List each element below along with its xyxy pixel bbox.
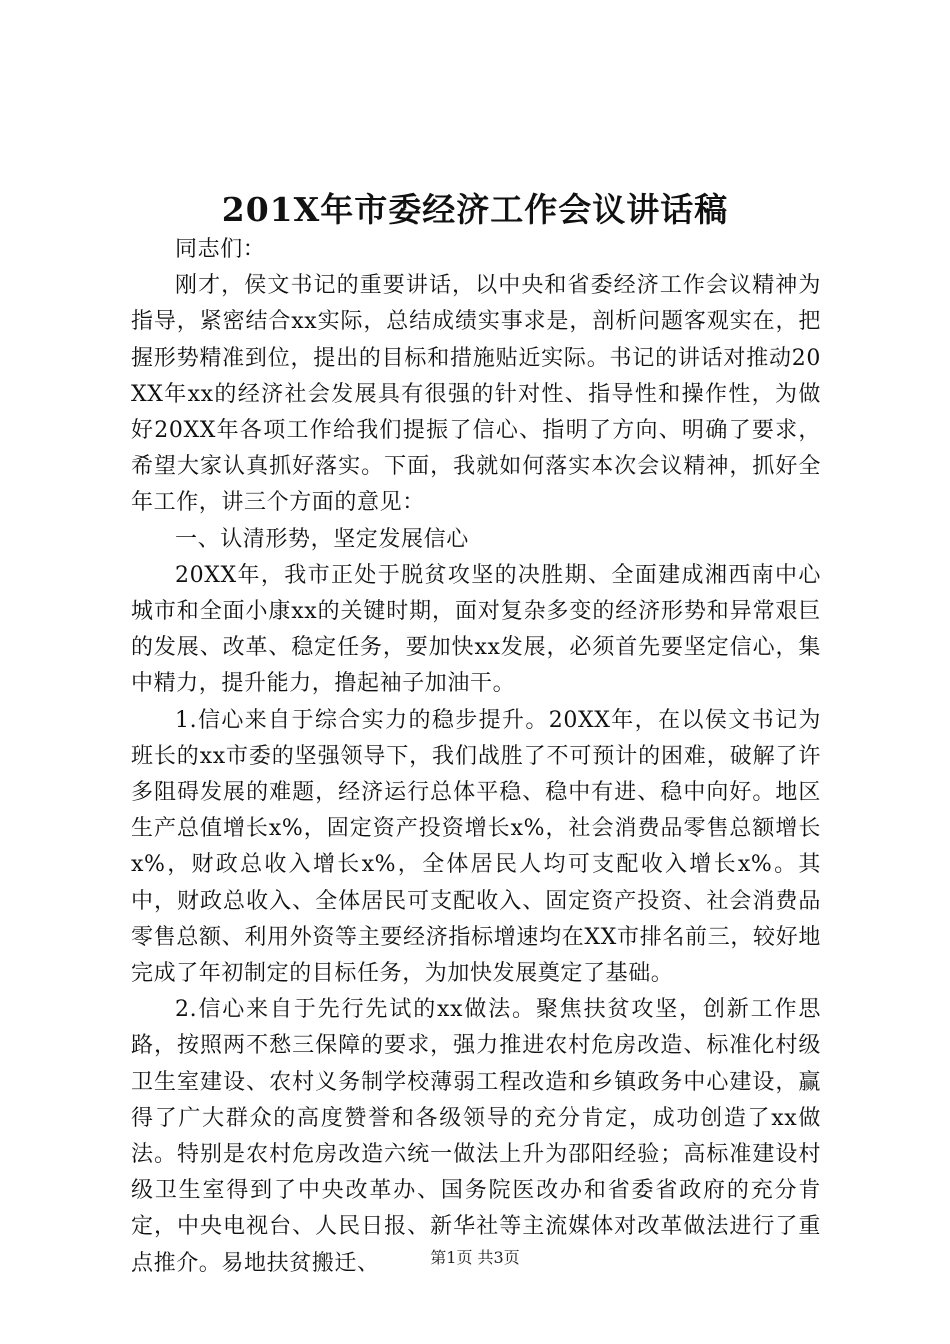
document-body	[131, 232, 821, 1282]
paragraph-situation: 20XX年，我市正处于脱贫攻坚的决胜期、全面建成湘西南中心城市和全面小康xx的关键时期，面对复杂多变的经济形势和异常艰巨的发展、改革、稳定任务，要加快xx发展，必须首先要坚定信心，集中精力，提升能力，撸起袖子加油干。	[131, 562, 821, 697]
page-number-footer: 第1页 共3页	[430, 1248, 520, 1267]
paragraph-greeting: 同志们：	[175, 237, 266, 262]
paragraph-point-2: 2.信心来自于先行先试的xx做法。聚焦扶贫攻坚，创新工作思路，按照两不愁三保障的要求，强力推进农村危房改造、标准化村级卫生室建设、农村义务制学校薄弱工程改造和乡镇政务中心建设，赢得了广大群众的高度赞誉和各级领导的充分肯定，成功创造了xx做法。特别是农村危房改造六统一做法上升为邵阳经验；高标准建设村级卫生室得到了中央改革办、国务院医改办和省委省政府的充分肯定，中央电视台、人民日报、新华社等主流媒体对改革做法进行了重点推介。易地扶贫搬迁、	[131, 997, 821, 1276]
section-heading-1: 一、认清形势，坚定发展信心	[175, 526, 469, 552]
paragraph-point-1: 1.信心来自于综合实力的稳步提升。20XX年，在以侯文书记为班长的xx市委的坚强领导下，我们战胜了不可预计的困难，破解了许多阻碍发展的难题，经济运行总体平稳、稳中有进、稳中向好。地区生产总值增长x%，固定资产投资增长x%，社会消费品零售总额增长x%，财政总收入增长x%，全体居民人均可支配收入增长x%。其中，财政总收入、全体居民可支配收入、固定资产投资、社会消费品零售总额、利用外资等主要经济指标增速均在XX市排名前三，较好地完成了年初制定的目标任务，为加快发展奠定了基础。	[131, 707, 821, 987]
document-title: 201X年市委经济工作会议讲话稿	[221, 190, 729, 229]
paragraph-intro: 刚才，侯文书记的重要讲话，以中央和省委经济工作会议精神为指导，紧密结合xx实际，总结成绩实事求是，剖析问题客观实在，把握形势精准到位，提出的目标和措施贴近实际。书记的讲话对推动20XX年xx的经济社会发展具有很强的针对性、指导性和操作性，为做好20XX年各项工作给我们提振了信心、指明了方向、明确了要求，希望大家认真抓好落实。下面，我就如何落实本次会议精神，抓好全年工作，讲三个方面的意见：	[131, 273, 821, 516]
